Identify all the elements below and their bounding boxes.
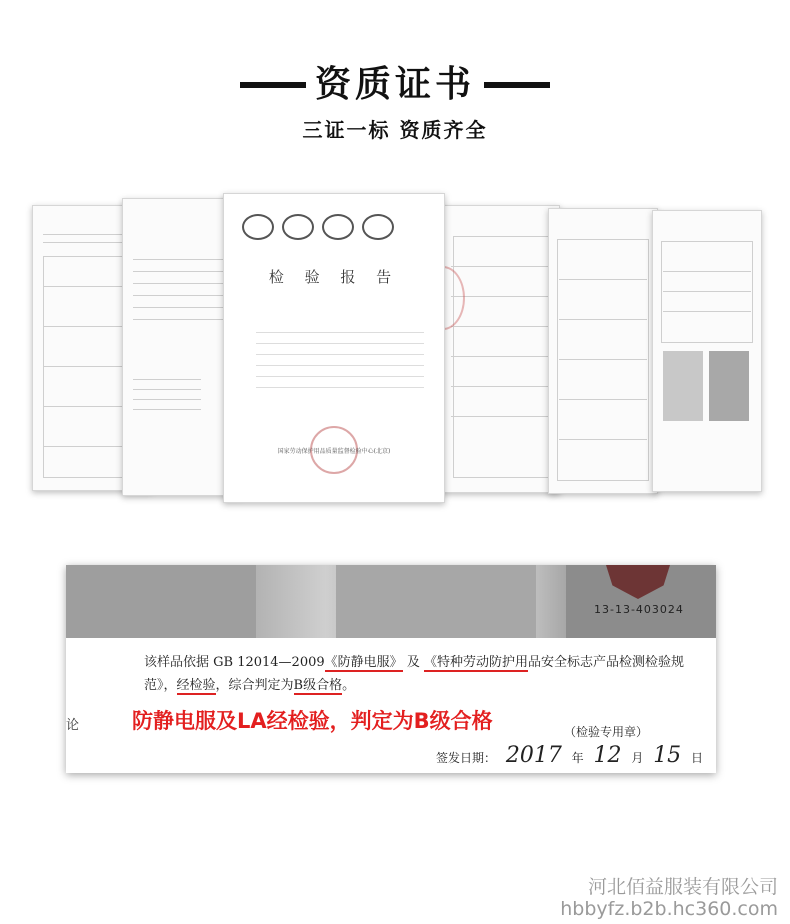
para-part: 。	[342, 678, 356, 693]
para-part-underlined: 《防静电服》	[324, 655, 403, 670]
issue-year: 2017	[505, 743, 562, 768]
sample-photo	[663, 351, 703, 421]
inspection-paragraph	[144, 651, 704, 697]
report-title: 检 验 报 告	[268, 268, 400, 286]
para-part-underlined: B级合格	[293, 678, 343, 693]
watermark	[560, 876, 778, 920]
report-excerpt	[66, 565, 716, 773]
inspection-report-cover	[223, 193, 445, 503]
conclusion-label: 论	[66, 718, 80, 733]
title-right-dash	[484, 82, 550, 88]
month-suffix: 月	[631, 751, 644, 765]
year-suffix: 年	[571, 751, 584, 765]
sample-photo-1	[66, 565, 256, 638]
para-part-underlined: 《特种劳动防护用	[423, 655, 528, 670]
certification-logos	[242, 214, 426, 244]
para-part: 该样品依据 GB 12014—2009	[144, 655, 325, 670]
cnas-logo-icon	[362, 214, 394, 240]
ilac-mra-logo-icon	[322, 214, 354, 240]
label-serial: 13-13-403024	[594, 603, 684, 616]
highlight-note: 防静电服及LA经检验，判定为B级合格	[132, 709, 493, 733]
para-part: ，综合判定为	[215, 678, 294, 693]
page-subtitle: 三证一标 资质齐全	[302, 118, 488, 142]
issue-date-row	[436, 743, 703, 768]
company-name: 河北佰益服装有限公司	[587, 876, 778, 898]
label-photo	[709, 351, 749, 421]
certificate-page-6	[652, 210, 762, 492]
certificate-page-4	[440, 205, 560, 493]
stamp-label: （检验专用章）	[564, 725, 649, 739]
issue-month: 12	[593, 743, 622, 768]
report-issuer: 国家劳动保护用品质量监督检验中心(北京)	[277, 448, 391, 455]
issue-day: 15	[653, 743, 682, 768]
para-part: 品安全标志产品检测检验规范》，	[144, 655, 684, 693]
la-logo-icon	[282, 214, 314, 240]
para-part-underlined: 经检验	[176, 678, 216, 693]
certificate-page-5	[548, 208, 658, 494]
title-row	[0, 60, 790, 110]
page-title: 资质证书	[314, 64, 475, 105]
day-suffix: 日	[691, 751, 704, 765]
report-fields	[256, 322, 424, 388]
sample-photo-2	[336, 565, 536, 638]
issue-date-label: 签发日期：	[436, 751, 497, 765]
para-part: 及	[406, 655, 420, 670]
cma-logo-icon	[242, 214, 274, 240]
site-url: hbbyfz.b2b.hc360.com	[560, 898, 778, 920]
